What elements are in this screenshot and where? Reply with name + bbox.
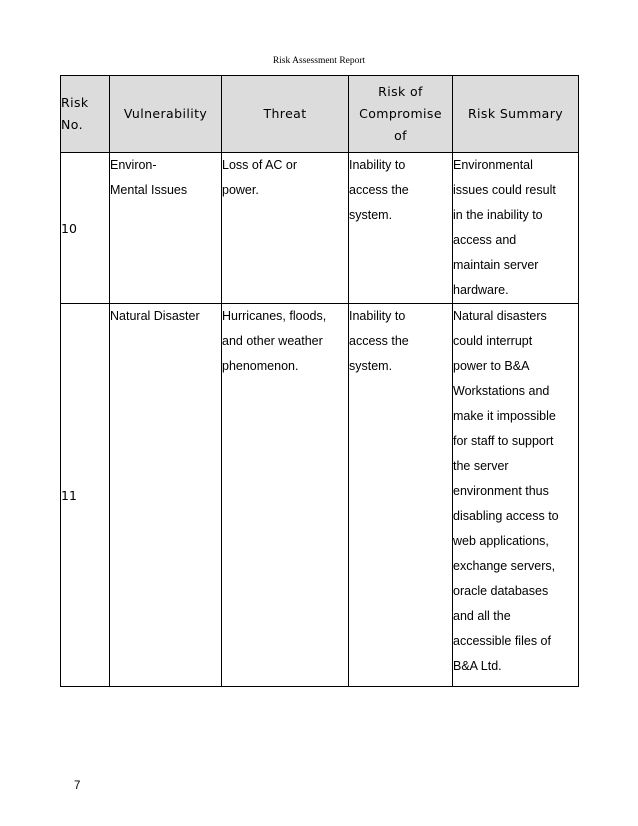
threat-cell: Loss of AC or power. — [222, 153, 349, 304]
vulnerability-cell: Natural Disaster — [110, 304, 222, 687]
risk-of-compromise-cell: Inability to access the system. — [349, 304, 453, 687]
column-header-risk-of-compromise — [349, 76, 453, 153]
vulnerability-cell: Environ- Mental Issues — [110, 153, 222, 304]
column-header-risk-summary — [453, 76, 579, 153]
column-header-vulnerability — [110, 76, 222, 153]
risk-number-cell: 10 — [61, 153, 110, 304]
table-row — [61, 304, 579, 687]
column-header-risk-no-label: Risk No. — [61, 95, 89, 132]
risk-summary-cell: Environmental issues could result in the inability to access and maintain server hardware. — [453, 153, 579, 304]
risk-assessment-table — [60, 75, 579, 687]
table-header-row — [61, 76, 579, 153]
page-header: Risk Assessment Report — [272, 56, 366, 66]
column-header-risk-summary-label: Risk Summary — [467, 106, 564, 121]
risk-of-compromise-cell: Inability to access the system. — [349, 153, 453, 304]
risk-number-cell: 11 — [61, 304, 110, 687]
column-header-threat — [222, 76, 349, 153]
risk-summary-cell: Natural disasters could interrupt power to B&A Workstations and make it impossible for staff to support the server environment thus disabling access to web applications, exchange servers, oracle databases and all the accessible files of B&A Ltd. — [453, 304, 579, 687]
column-header-risk-no — [61, 76, 110, 153]
threat-cell: Hurricanes, floods, and other weather phenomenon. — [222, 304, 349, 687]
column-header-threat-label: Threat — [263, 106, 307, 121]
column-header-risk-of-compromise-label: Risk of Compromise of — [359, 84, 442, 143]
table-row — [61, 153, 579, 304]
column-header-vulnerability-label: Vulnerability — [123, 106, 208, 121]
page-number: 7 — [74, 780, 81, 792]
